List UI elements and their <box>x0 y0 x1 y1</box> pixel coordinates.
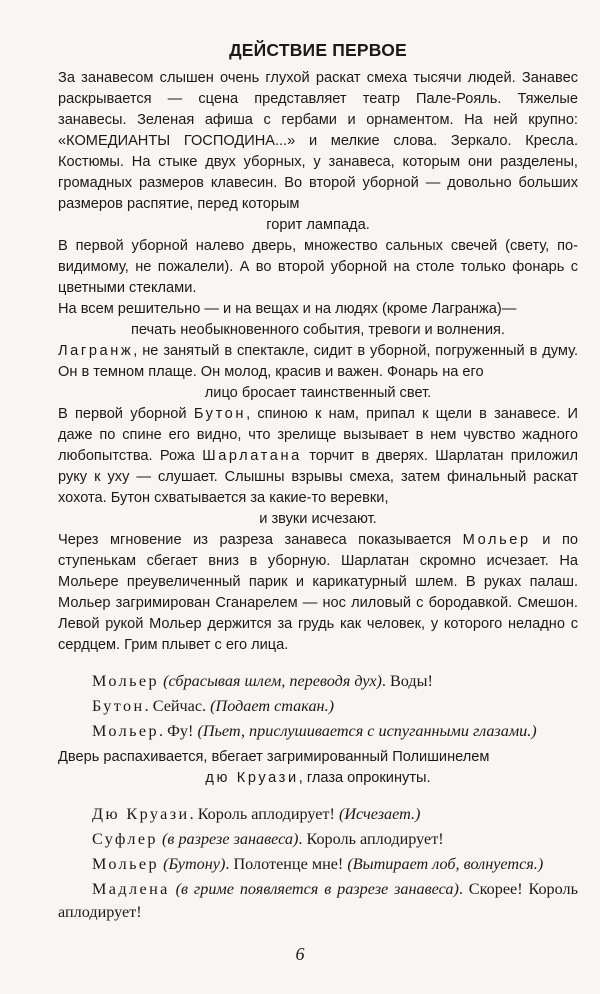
stage-direction-1: За занавесом слышен очень глухой раскат смеха тысячи людей. Занавес раскрывается — сцена представляет театр Пале-Рояль. Тяжелые занавесы. Зеленая афиша с гербами и орнаментом. На ней крупно: «КОМЕДИАНТЫ ГОСПОДИНА...» и мелкие слова. Зеркало. Кресла. Костюмы. На стыке двух уборных, у занавеса, которым они разделены, громадных размеров клавесин. Во второй уборной — довольно больших размеров распятие, перед которым горит лампада. <box>58 70 578 233</box>
page-number: 6 <box>295 944 305 964</box>
direction: (Подает стакан.) <box>210 697 335 715</box>
speaker: Мольер <box>92 855 160 873</box>
direction: (Пьет, прислушивается с испуганными глазами.) <box>197 722 537 740</box>
speaker: Дю Круази <box>92 805 190 823</box>
character-name: Лагранж <box>58 343 134 359</box>
page <box>58 34 578 926</box>
speaker: Суфлер <box>92 830 158 848</box>
dialogue-line: Мольер (сбрасывая шлем, переводя дух). Воды! <box>92 672 433 690</box>
direction: (в гриме появляется в разрезе занавеса) <box>175 880 459 898</box>
stage-direction-5: В первой уборной Бутон, спиною к нам, припал к щели в занавесе. И даже по спине его видно, что зрелище вызывает в нем чувство жадного любопытства. Рожа Шарлатана торчит в дверях. Шарлатан приложил руку к уху — слушает. Слышны взрывы смеха, затем финальный раскат хохота. Бутон схватывается за какие-то веревки, и звуки исчезают. <box>58 406 578 527</box>
direction: (Вытирает лоб, волнуется.) <box>347 855 544 873</box>
dialogue-line: Суфлер (в разрезе занавеса). Король аплодирует! <box>92 830 444 848</box>
character-name: Мольер <box>462 532 531 548</box>
character-name: Бутон <box>193 406 247 422</box>
stage-direction-4: Лагранж, не занятый в спектакле, сидит в уборной, погруженный в думу. Он в темном плаще. Он молод, красив и важен. Фонарь на его лицо бросает таинственный свет. <box>58 343 578 401</box>
stage-direction-3: На всем решительно — и на вещах и на людях (кроме Лагранжа)— печать необыкновенного события, тревоги и волнения. <box>58 301 517 338</box>
act-heading: ДЕЙСТВИЕ ПЕРВОЕ <box>229 40 407 60</box>
character-name: дю Круази <box>205 770 299 786</box>
direction: (сбрасывая шлем, переводя дух) <box>163 672 382 690</box>
dialogue-line: Бутон. Сейчас. (Подает стакан.) <box>92 697 335 715</box>
speaker: Мадлена <box>92 880 170 898</box>
direction: (в разрезе занавеса) <box>161 830 299 848</box>
dialogue-line: Мольер (Бутону). Полотенце мне! (Вытирает лоб, волнуется.) <box>92 855 544 873</box>
stage-direction-7: Дверь распахивается, вбегает загримированный Полишинелем дю Круази, глаза опрокинуты. <box>58 749 490 786</box>
stage-direction-2: В первой уборной налево дверь, множество сальных свечей (свету, по-видимому, не пожалели). А во второй уборной на столе только фонарь с цветными стеклами. <box>58 238 578 296</box>
dialogue-line: Мадлена (в гриме появляется в разрезе занавеса). Скорее! Король аплодирует! <box>58 880 578 921</box>
speaker: Мольер <box>92 722 160 740</box>
stage-direction-6: Через мгновение из разреза занавеса показывается Мольер и по ступенькам сбегает вниз в уборную. Шарлатан скромно исчезает. На Мольере преувеличенный парик и карикатурный шлем. В руках палаш. Мольер загримирован Сганарелем — нос лиловый с бородавкой. Смешон. Левой рукой Мольер держится за грудь как человек, у которого неладно с сердцем. Грим плывет с его лица. <box>58 532 579 653</box>
direction: (Исчезает.) <box>338 805 421 823</box>
speaker: Мольер <box>92 672 160 690</box>
speaker: Бутон <box>92 697 145 715</box>
dialogue-line: Мольер. Фу! (Пьет, прислушивается с испуганными глазами.) <box>92 722 537 740</box>
direction: (Бутону) <box>163 855 226 873</box>
dialogue-line: Дю Круази. Король аплодирует! (Исчезает.) <box>92 805 421 823</box>
character-name: Шарлатана <box>202 448 302 464</box>
